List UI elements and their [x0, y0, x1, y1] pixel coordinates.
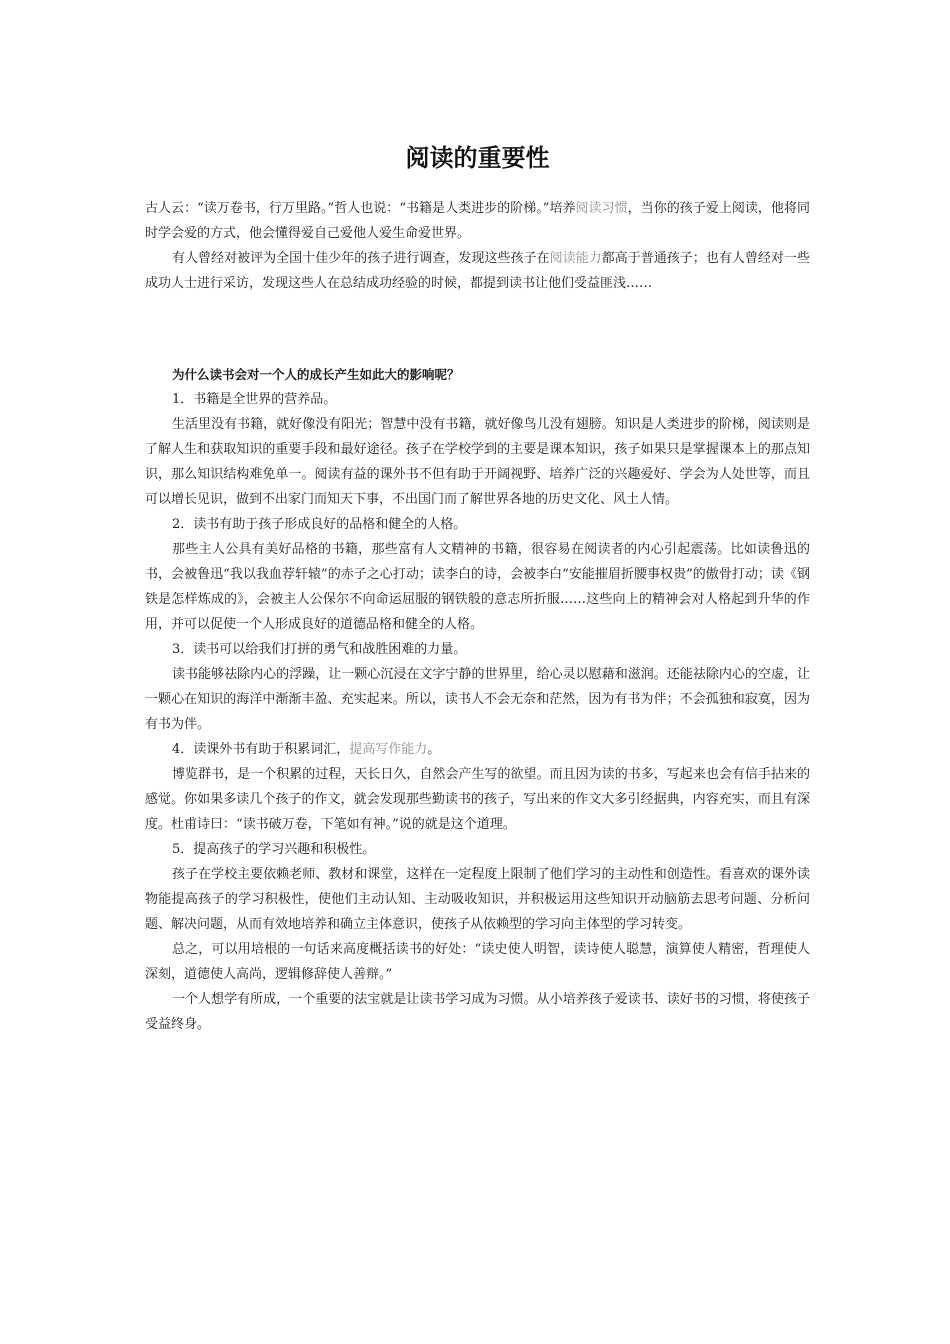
- intro-p2-text-a: 有人曾经对被评为全国十佳少年的孩子进行调查，发现这些孩子在: [172, 251, 550, 266]
- section-5-body: 孩子在学校主要依赖老师、教材和课堂，这样在一定程度上限制了他们学习的主动性和创造性。看喜欢的课外读物能提高孩子的学习积极性，使他们主动认知、主动吸收知识，并积极运用这些知识开动脑筋去思考问题、分析问题、解决问题，从而有效地培养和确立主体意识，使孩子从依赖型的学习向主体型的学习转变。: [145, 867, 810, 932]
- section-5-heading: 5．提高孩子的学习兴趣和积极性。: [172, 842, 376, 857]
- intro-p1-text-a: 古人云：“读万卷书，行万里路。”哲人也说：“书籍是人类进步的阶梯。”培养: [145, 201, 576, 216]
- section-4-heading-text-b: 。: [427, 742, 441, 757]
- reading-ability-link[interactable]: 阅读能力: [549, 251, 602, 266]
- intro-paragraph-1: [145, 196, 810, 246]
- section-2-heading: 2．读书有助于孩子形成良好的品格和健全的人格。: [172, 517, 467, 532]
- body-block: [145, 362, 810, 1037]
- section-4-heading-text-a: 4．读课外书有助于积累词汇，: [172, 742, 350, 757]
- section-4-body: 博览群书，是一个积累的过程，天长日久，自然会产生写的欲望。而且因为读的书多，写起来也会有信手拈来的感觉。你如果多读几个孩子的作文，就会发现那些勤读书的孩子，写出来的作文大多引经据典，内容充实，而且有深度。杜甫诗曰：“读书破万卷，下笔如有神。”说的就是这个道理。: [145, 767, 810, 832]
- conclusion-paragraph-2: 一个人想学有所成，一个重要的法宝就是让读书学习成为习惯。从小培养孩子爱读书、读好书的习惯，将使孩子受益终身。: [145, 992, 810, 1032]
- intro-block: [145, 196, 810, 296]
- section-3-heading: 3．读书可以给我们打拼的勇气和战胜困难的力量。: [172, 642, 467, 657]
- section-1-heading: 1．书籍是全世界的营养品。: [172, 392, 337, 407]
- conclusion-paragraph-1: 总之，可以用培根的一句话来高度概括读书的好处：“读史使人明智，读诗使人聪慧，演算使人精密，哲理使人深刻，道德使人高尚，逻辑修辞使人善辩。”: [145, 942, 810, 982]
- section-2-body: 那些主人公具有美好品格的书籍，那些富有人文精神的书籍，很容易在阅读者的内心引起震荡。比如读鲁迅的书，会被鲁迅“我以我血荐轩辕”的赤子之心打动；读李白的诗，会被李白“安能摧眉折腰事权贵”的傲骨打动；读《钢铁是怎样炼成的》，会被主人公保尔不向命运屈服的钢铁般的意志所折服……这些向上的精神会对人格起到升华的作用，并可以促使一个人形成良好的道德品格和健全的人格。: [145, 542, 810, 632]
- section-1-body: 生活里没有书籍，就好像没有阳光；智慧中没有书籍，就好像鸟儿没有翅膀。知识是人类进步的阶梯，阅读则是了解人生和获取知识的重要手段和最好途径。孩子在学校学到的主要是课本知识，孩子如果只是掌握课本上的那点知识，那么知识结构难免单一。阅读有益的课外书不但有助于开阔视野、培养广泛的兴趣爱好、学会为人处世等，而且可以增长见识，做到不出家门而知天下事，不出国门而了解世界各地的历史文化、风土人情。: [145, 417, 810, 507]
- page-title: 阅读的重要性: [405, 144, 550, 172]
- intro-paragraph-2: [145, 246, 810, 296]
- intro-p2-text-b: 都高于普通孩子；也有人曾经对一些成功人士进行采访，发现这些人在总结成功经验的时候，都提到读书让他们受益匪浅……: [145, 251, 810, 291]
- writing-ability-link[interactable]: 提高写作能力: [349, 742, 428, 757]
- section-3-body: 读书能够祛除内心的浮躁，让一颗心沉浸在文字宁静的世界里，给心灵以慰藉和滋润。还能祛除内心的空虚，让一颗心在知识的海洋中渐渐丰盈、充实起来。所以，读书人不会无奈和茫然，因为有书为伴；不会孤独和寂寞，因为有书为伴。: [145, 667, 810, 732]
- intro-p1-text-b: ，当你的孩子爱上阅读，他将同时学会爱的方式，他会懂得爱自己爱他人爱生命爱世界。: [145, 201, 810, 241]
- section-4-heading: [145, 737, 810, 762]
- reading-habit-link[interactable]: 阅读习惯: [575, 201, 628, 216]
- question-heading: 为什么读书会对一个人的成长产生如此大的影响呢？: [172, 367, 460, 382]
